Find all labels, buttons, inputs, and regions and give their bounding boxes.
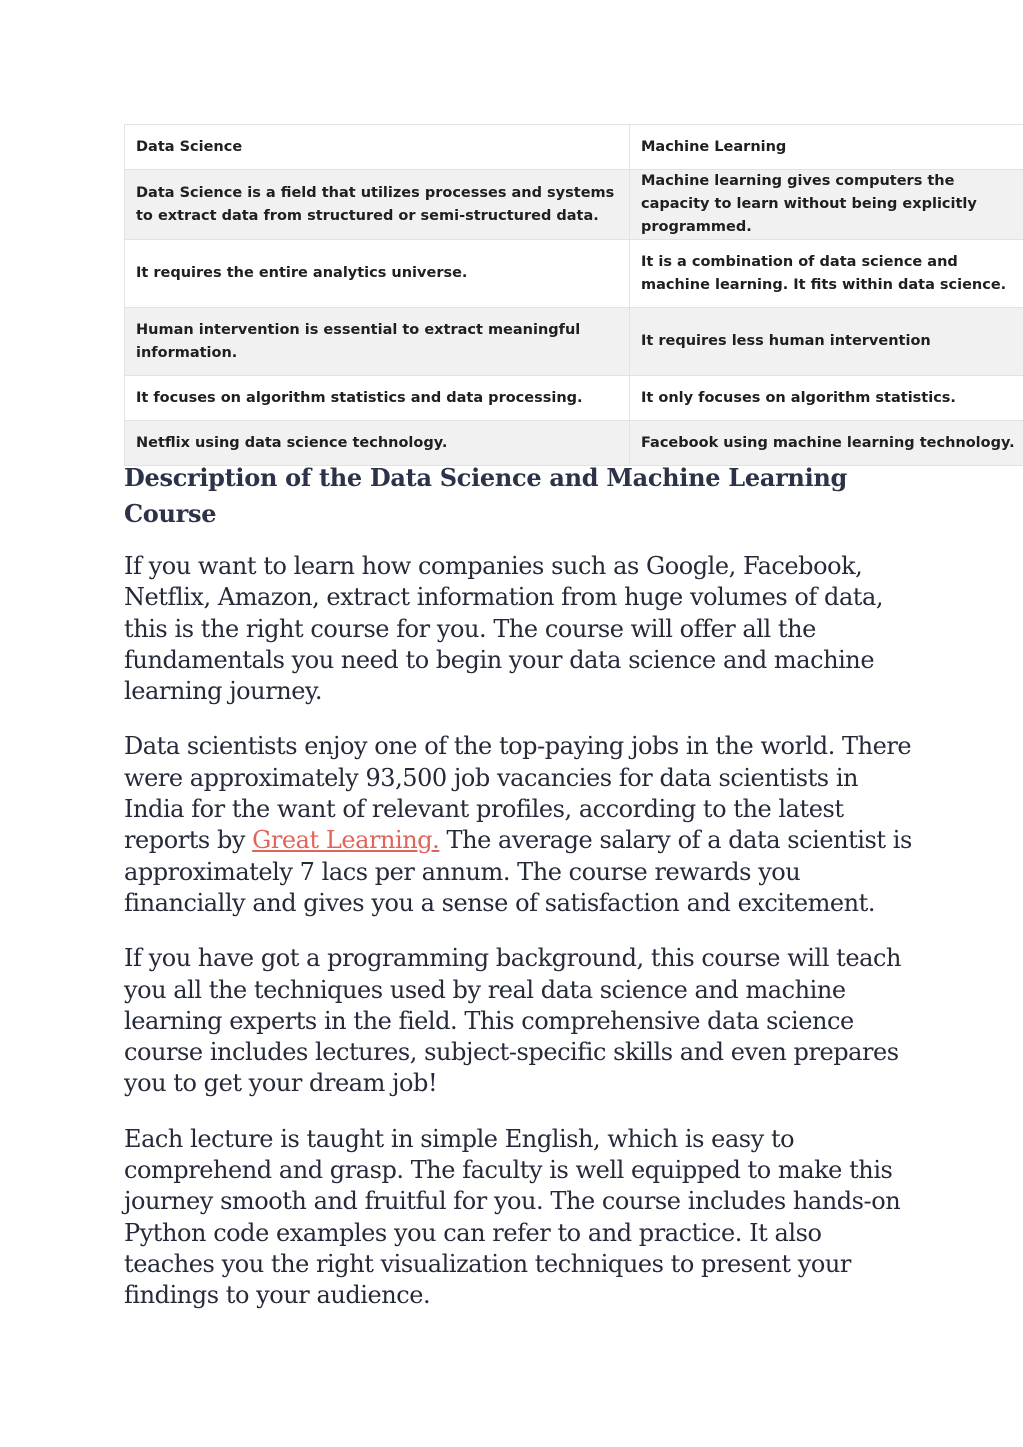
table-cell-machine-learning: It only focuses on algorithm statistics.	[630, 376, 1023, 421]
paragraph-salary-text-before: Data scientists enjoy one of the top-paying jobs in the world. There were approximately 93,500 job vacancies for data scientists in India for the want of relevant profiles, according to the latest reports by	[124, 732, 912, 855]
table-header-data-science: Data Science	[125, 125, 630, 170]
course-description	[124, 460, 914, 1312]
paragraph-lectures: Each lecture is taught in simple English, which is easy to comprehend and grasp. The faculty is well equipped to make this journey smooth and fruitful for you. The course includes hands-on Python code examples you can refer to and practice. It also teaches you the right visualization techniques to present your findings to your audience.	[124, 1124, 901, 1310]
table-cell-data-science: Netflix using data science technology.	[125, 421, 630, 466]
table-row	[125, 170, 1023, 240]
table-row	[125, 308, 1023, 376]
table-cell-machine-learning: It is a combination of data science and machine learning. It fits within data science.	[630, 240, 1023, 308]
table-cell-data-science: Data Science is a field that utilizes processes and systems to extract data from structured or semi-structured data.	[125, 170, 630, 240]
table-row	[125, 240, 1023, 308]
table-cell-data-science: It requires the entire analytics universe.	[125, 240, 630, 308]
table-header-row	[125, 125, 1023, 170]
paragraph-salary-text-after: The average salary of a data scientist is approximately 7 lacs per annum. The course rewards you financially and gives you a sense of satisfaction and excitement.	[124, 826, 912, 917]
table-cell-data-science: Human intervention is essential to extract meaningful information.	[125, 308, 630, 376]
table-cell-machine-learning: Facebook using machine learning technology.	[630, 421, 1023, 466]
table-row	[125, 421, 1023, 466]
table-cell-machine-learning: Machine learning gives computers the capacity to learn without being explicitly programmed.	[630, 170, 1023, 240]
table-header-machine-learning: Machine Learning	[630, 125, 1023, 170]
great-learning-link[interactable]: Great Learning.	[252, 826, 440, 855]
paragraph-intro: If you want to learn how companies such as Google, Facebook, Netflix, Amazon, extract information from huge volumes of data, this is the right course for you. The course will offer all the fundamentals you need to begin your data science and machine learning journey.	[124, 552, 884, 706]
comparison-table	[124, 124, 1023, 466]
table-cell-data-science: It focuses on algorithm statistics and data processing.	[125, 376, 630, 421]
paragraph-programming: If you have got a programming background, this course will teach you all the techniques used by real data science and machine learning experts in the field. This comprehensive data science course includes lectures, subject-specific skills and even prepares you to get your dream job!	[124, 944, 901, 1098]
table-row	[125, 376, 1023, 421]
paragraph-salary	[124, 731, 914, 919]
table-cell-machine-learning: It requires less human intervention	[630, 308, 1023, 376]
section-heading: Description of the Data Science and Machine Learning Course	[124, 463, 848, 528]
